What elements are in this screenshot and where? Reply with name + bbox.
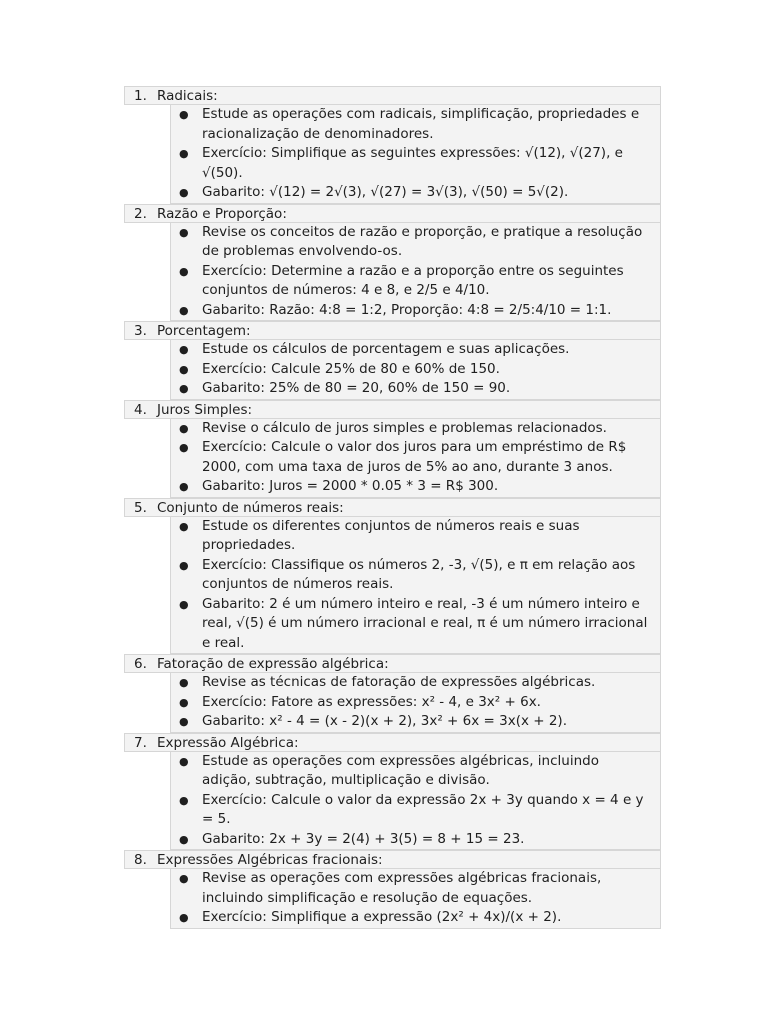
section-item-list [170, 419, 661, 498]
section-title: Porcentagem: [157, 323, 251, 339]
list-item-text: Gabarito: 2 é um número inteiro e real, -3 é um número inteiro e real, √(5) é um número irracional e real, π é um número irracional e real. [202, 595, 648, 651]
list-item-text: Exercício: Classifique os números 2, -3, √(5), e π em relação aos conjuntos de números reais. [202, 556, 636, 592]
section-number: 6. [134, 656, 147, 672]
bullet-icon: ● [179, 519, 189, 533]
list-item-text: Exercício: Calcule 25% de 80 e 60% de 150. [202, 360, 500, 377]
bullet-icon: ● [179, 558, 189, 572]
section-title: Fatoração de expressão algébrica: [157, 656, 389, 672]
list-item-text: Exercício: Fatore as expressões: x² - 4, e 3x² + 6x. [202, 693, 541, 710]
bullet-icon: ● [179, 793, 189, 807]
list-item-text: Revise o cálculo de juros simples e problemas relacionados. [202, 419, 607, 436]
section [124, 204, 661, 322]
list-item [171, 379, 660, 399]
list-item [171, 183, 660, 203]
section-item-list [170, 869, 661, 929]
list-item-text: Estude os cálculos de porcentagem e suas aplicações. [202, 341, 570, 357]
section-number: 4. [134, 401, 147, 418]
section-item-list [170, 517, 661, 655]
section-number: 2. [134, 205, 147, 222]
list-item [171, 419, 660, 439]
section-title: Radicais: [157, 88, 218, 104]
list-item [171, 556, 660, 595]
section [124, 86, 661, 204]
section [124, 498, 661, 655]
section-number: 5. [134, 499, 147, 516]
list-item-text: Revise as técnicas de fatoração de expressões algébricas. [202, 674, 596, 690]
section-heading [124, 86, 661, 105]
section-item-list [170, 340, 661, 400]
list-item [171, 693, 660, 713]
list-item [171, 752, 660, 791]
list-item [171, 340, 660, 360]
section [124, 733, 661, 851]
bullet-icon: ● [179, 754, 189, 768]
list-item-text: Exercício: Determine a razão e a proporção entre os seguintes conjuntos de números: 4 e 8, e 2/5 e 4/10. [202, 262, 624, 298]
list-item [171, 517, 660, 556]
section-title: Expressões Algébricas fracionais: [157, 852, 383, 868]
bullet-icon: ● [179, 362, 189, 376]
section-item-list [170, 673, 661, 733]
list-item [171, 223, 660, 262]
list-item [171, 301, 660, 321]
section-heading [124, 400, 661, 419]
section-number: 3. [134, 323, 147, 339]
list-item [171, 908, 660, 928]
section-number: 7. [134, 734, 147, 751]
bullet-icon: ● [179, 382, 189, 395]
list-item [171, 477, 660, 497]
bullet-icon: ● [179, 480, 189, 493]
section-heading [124, 498, 661, 517]
list-item-text: Estude as operações com radicais, simplificação, propriedades e racionalização de denominadores. [202, 106, 640, 142]
list-item-text: Gabarito: Razão: 4:8 = 1:2, Proporção: 4:8 = 2/5:4/10 = 1:1. [202, 301, 612, 318]
bullet-icon: ● [179, 108, 189, 121]
list-item-text: Revise os conceitos de razão e proporção, e pratique a resolução de problemas envolvendo-os. [202, 223, 643, 259]
section-item-list [170, 105, 661, 204]
list-item [171, 869, 660, 908]
list-item [171, 360, 660, 380]
list-item-text: Gabarito: 2x + 3y = 2(4) + 3(5) = 8 + 15 = 23. [202, 830, 525, 847]
section-title: Juros Simples: [157, 401, 253, 418]
section-heading [124, 654, 661, 673]
bullet-icon: ● [179, 872, 189, 885]
list-item-text: Estude os diferentes conjuntos de números reais e suas propriedades. [202, 517, 580, 553]
bullet-icon: ● [179, 832, 189, 846]
section [124, 850, 661, 929]
section [124, 321, 661, 400]
bullet-icon: ● [179, 695, 189, 709]
list-item [171, 262, 660, 301]
section-title: Expressão Algébrica: [157, 734, 299, 751]
list-item-text: Exercício: Simplifique as seguintes expressões: √(12), √(27), e √(50). [202, 145, 623, 181]
list-item-text: Exercício: Calcule o valor dos juros para um empréstimo de R$ 2000, com uma taxa de juros de 5% ao ano, durante 3 anos. [202, 439, 627, 475]
list-item [171, 144, 660, 183]
list-item [171, 830, 660, 850]
section-title: Razão e Proporção: [157, 205, 287, 222]
section-item-list [170, 223, 661, 322]
bullet-icon: ● [179, 186, 189, 199]
bullet-icon: ● [179, 343, 189, 356]
section-number: 1. [134, 88, 147, 104]
list-item-text: Exercício: Simplifique a expressão (2x² + 4x)/(x + 2). [202, 909, 562, 925]
bullet-icon: ● [179, 441, 189, 454]
bullet-icon: ● [179, 264, 189, 278]
section-number: 8. [134, 852, 147, 868]
list-item [171, 595, 660, 654]
bullet-icon: ● [179, 715, 189, 728]
list-item-text: Gabarito: Juros = 2000 * 0.05 * 3 = R$ 300. [202, 478, 499, 494]
section-heading [124, 733, 661, 752]
list-item [171, 712, 660, 732]
list-item-text: Gabarito: 25% de 80 = 20, 60% de 150 = 90. [202, 380, 511, 396]
list-item-text: Gabarito: √(12) = 2√(3), √(27) = 3√(3), √(50) = 5√(2). [202, 184, 569, 200]
section-item-list [170, 752, 661, 851]
list-item [171, 438, 660, 477]
section-heading [124, 850, 661, 869]
section [124, 654, 661, 733]
bullet-icon: ● [179, 676, 189, 689]
section-title: Conjunto de números reais: [157, 499, 344, 516]
bullet-icon: ● [179, 303, 189, 317]
bullet-icon: ● [179, 911, 189, 924]
bullet-icon: ● [179, 225, 189, 239]
list-item-text: Revise as operações com expressões algébricas fracionais, incluindo simplificação e resolução de equações. [202, 870, 602, 906]
section-heading [124, 321, 661, 340]
bullet-icon: ● [179, 421, 189, 435]
list-item [171, 791, 660, 830]
section [124, 400, 661, 498]
document-body [124, 86, 661, 929]
list-item [171, 673, 660, 693]
bullet-icon: ● [179, 597, 189, 611]
list-item-text: Exercício: Calcule o valor da expressão 2x + 3y quando x = 4 e y = 5. [202, 791, 644, 827]
section-heading [124, 204, 661, 223]
list-item [171, 105, 660, 144]
bullet-icon: ● [179, 147, 189, 160]
list-item-text: Gabarito: x² - 4 = (x - 2)(x + 2), 3x² + 6x = 3x(x + 2). [202, 713, 567, 729]
list-item-text: Estude as operações com expressões algébricas, incluindo adição, subtração, multiplicação e divisão. [202, 752, 599, 788]
